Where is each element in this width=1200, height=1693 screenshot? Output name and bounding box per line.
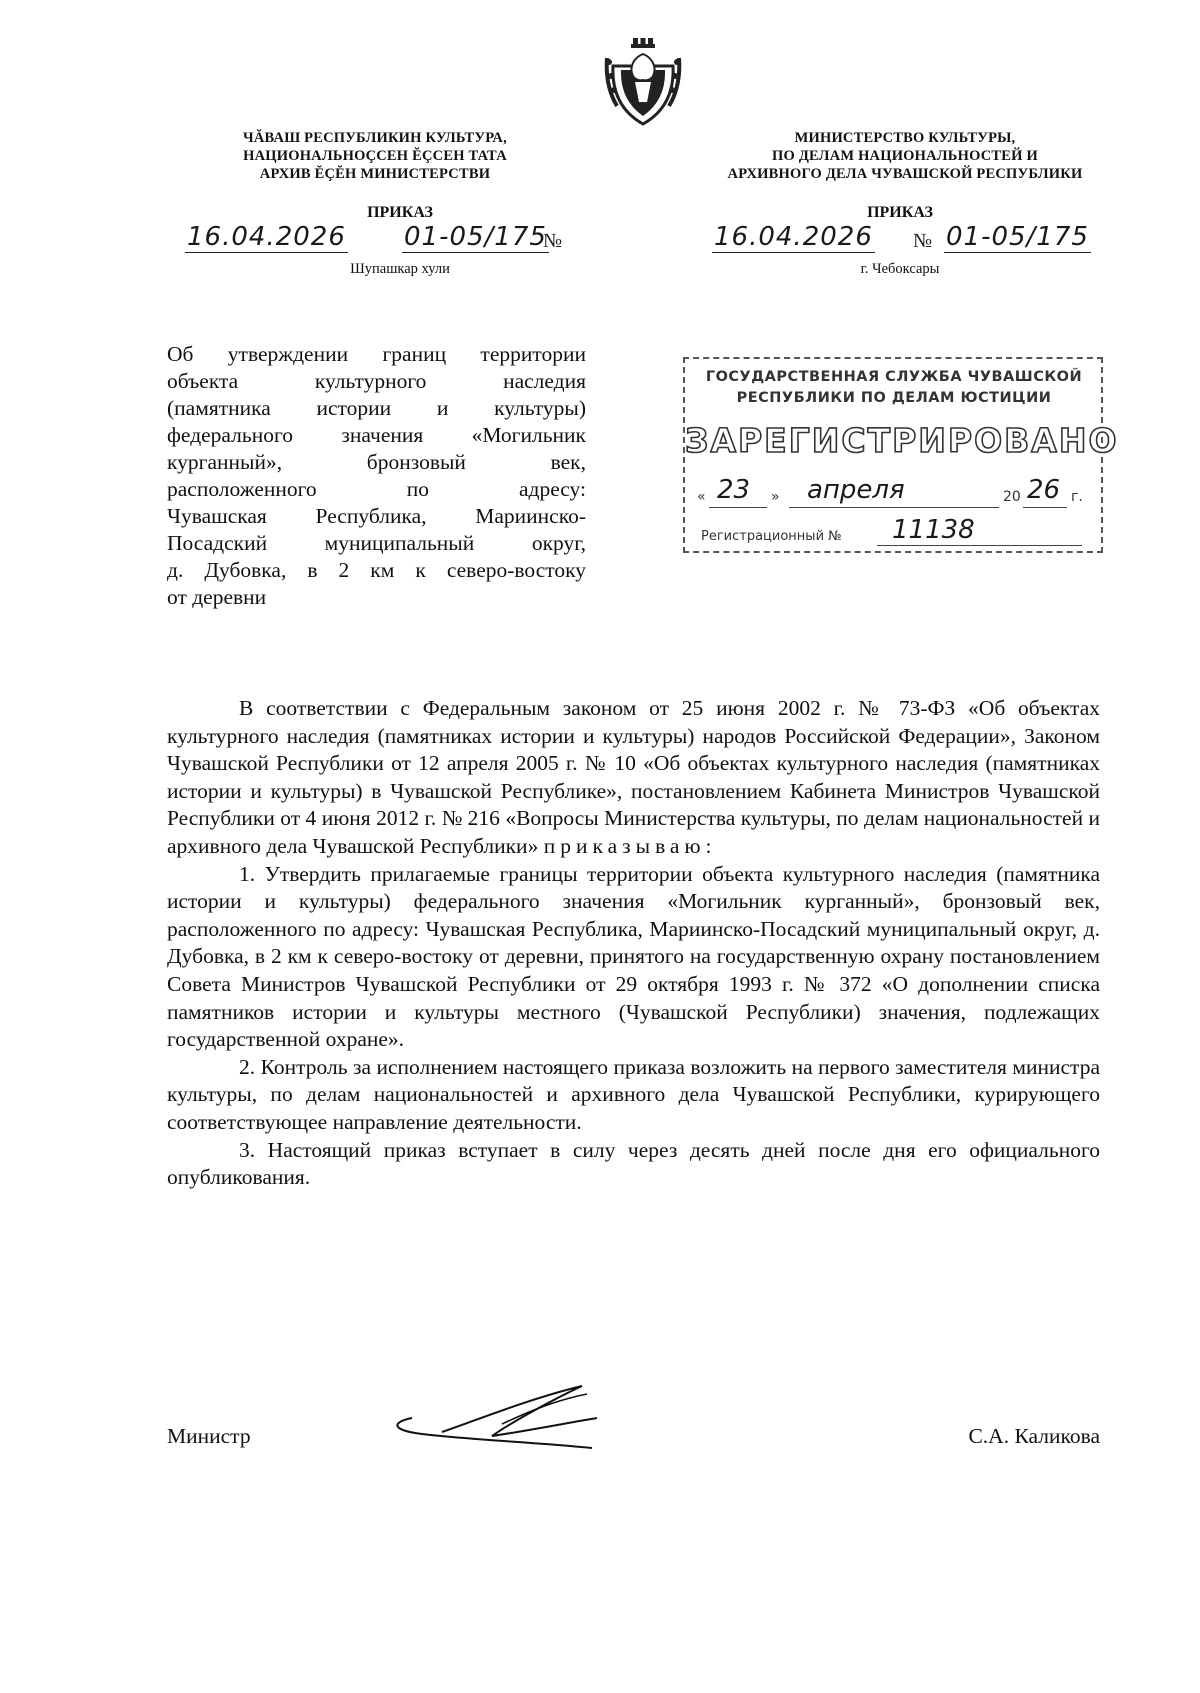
stamp-close-quote: » [771, 489, 780, 505]
city-russian: г. Чебоксары [860, 261, 940, 277]
order-subject [167, 341, 586, 611]
org-name-russian-line: МИНИСТЕРСТВО КУЛЬТУРЫ, [794, 130, 1016, 146]
stamp-reg-underline [877, 545, 1082, 546]
signature-block [167, 1414, 1100, 1454]
subject-line: (памятника истории и культуры) [167, 396, 586, 420]
signatory-name: С.А. Каликова [968, 1424, 1100, 1448]
stamp-month-handwritten: апреля [807, 475, 905, 505]
right-date-handwritten: 16.04.2026 [714, 222, 873, 252]
org-name-russian-line: АРХИВНОГО ДЕЛА ЧУВАШСКОЙ РЕСПУБЛИКИ [727, 166, 1083, 182]
org-name-russian [690, 129, 1120, 183]
clause-1: 1. Утвердить прилагаемые границы территории объекта культурного наследия (памятника истории и культуры) федерального значения «Могильник курганный», бронзовый век, расположенного по адресу: Чувашская Республика, Мариинско-Посадский муниципальный округ, д. Дубовка, в 2 км к северо-востоку от деревни, принятого на государственную охрану постановлением Совета Министров Чувашской Республики от 29 октября 1993 г. № 372 «О дополнении списка памятников истории и культуры местного (Чувашской Республики) значения, подлежащих государственной охране». [167, 861, 1100, 1052]
stamp-agency-line1: ГОСУДАРСТВЕННАЯ СЛУЖБА ЧУВАШСКОЙ [705, 369, 1083, 385]
stamp-day-handwritten: 23 [717, 475, 751, 505]
org-name-russian-line: ПО ДЕЛАМ НАЦИОНАЛЬНОСТЕЙ И [772, 148, 1038, 164]
stamp-reg-number-line [697, 517, 1091, 547]
subject-line: Чувашская Республика, Мариинско- [167, 504, 586, 528]
stamp-reg-label: Регистрационный № [701, 529, 842, 544]
right-date-number-line [712, 222, 1112, 258]
subject-line: объекта культурного наследия [167, 369, 586, 393]
preamble-paragraph [167, 695, 1100, 861]
org-name-chuvash [190, 129, 560, 183]
right-number-sign: № [913, 230, 933, 252]
stamp-open-quote: « [697, 489, 706, 505]
left-date-handwritten: 16.04.2026 [187, 222, 346, 252]
org-name-chuvash-line: АРХИВ ĔÇĔН МИНИСТЕРСТВИ [259, 166, 491, 182]
subject-line: федерального значения «Могильник [167, 423, 586, 447]
clause-2: 2. Контроль за исполнением настоящего приказа возложить на первого заместителя министра культуры, по делам национальностей и архивного дела Чувашской Республики, курирующего соответствующее направление деятельности. [167, 1054, 1100, 1134]
left-number-handwritten: 01-05/175 [404, 222, 547, 252]
right-number-handwritten: 01-05/175 [946, 222, 1089, 252]
stamp-date-line [697, 477, 1091, 511]
stamp-agency-line2: РЕСПУБЛИКИ ПО ДЕЛАМ ЮСТИЦИИ [736, 390, 1052, 406]
handwritten-signature [382, 1378, 612, 1468]
subject-line: курганный», бронзовый век, [167, 450, 586, 474]
subject-line: Посадский муниципальный округ, [167, 531, 586, 555]
stamp-year-handwritten: 26 [1027, 475, 1061, 505]
stamp-day-underline [709, 507, 767, 508]
org-name-chuvash-line: ЧĂВАШ РЕСПУБЛИКИН КУЛЬТУРА, [243, 130, 507, 146]
order-word: приказываю: [543, 833, 717, 858]
stamp-year-underline [1023, 507, 1067, 508]
city-chuvash: Шупашкар хули [350, 261, 450, 277]
doc-type-right: ПРИКАЗ [867, 204, 933, 221]
stamp-registered-label: ЗАРЕГИСТРИРОВАНО [685, 421, 1119, 460]
stamp-year-suffix: г. [1071, 489, 1083, 505]
order-body [167, 695, 1100, 1192]
signatory-title: Министр [167, 1424, 251, 1448]
org-name-chuvash-line: НАЦИОНАЛЬНОÇСЕН ĔÇСЕН ТАТА [243, 148, 507, 164]
stamp-reg-number-handwritten: 11138 [892, 515, 975, 545]
stamp-year-prefix: 20 [1003, 489, 1021, 505]
left-date-number-line [185, 222, 575, 258]
registration-stamp [683, 357, 1119, 553]
doc-type-left: ПРИКАЗ [367, 204, 433, 221]
clause-3: 3. Настоящий приказ вступает в силу через десять дней после дня его официального опубликования. [167, 1137, 1100, 1190]
coat-of-arms-emblem [603, 36, 683, 128]
subject-line: расположенного по адресу: [167, 477, 586, 501]
subject-line: д. Дубовка, в 2 км к северо-востоку [167, 558, 586, 582]
subject-line: Об утверждении границ территории [167, 342, 586, 366]
left-number-sign: № [543, 230, 563, 252]
stamp-month-underline [789, 507, 999, 508]
subject-line: от деревни [167, 585, 267, 609]
preamble-text: В соответствии с Федеральным законом от 25 июня 2002 г. № 73-ФЗ «Об объектах культурного наследия (памятниках истории и культуры) народов Российской Федерации», Законом Чувашской Республики от 12 апреля 2005 г. № 10 «Об объектах культурного наследия (памятниках истории и культуры) в Чувашской Республике», постановлением Кабинета Министров Чувашской Республики от 4 июня 2012 г. № 216 «Вопросы Министерства культуры, по делам национальностей и архивного дела Чувашской Республики» [167, 696, 1100, 858]
